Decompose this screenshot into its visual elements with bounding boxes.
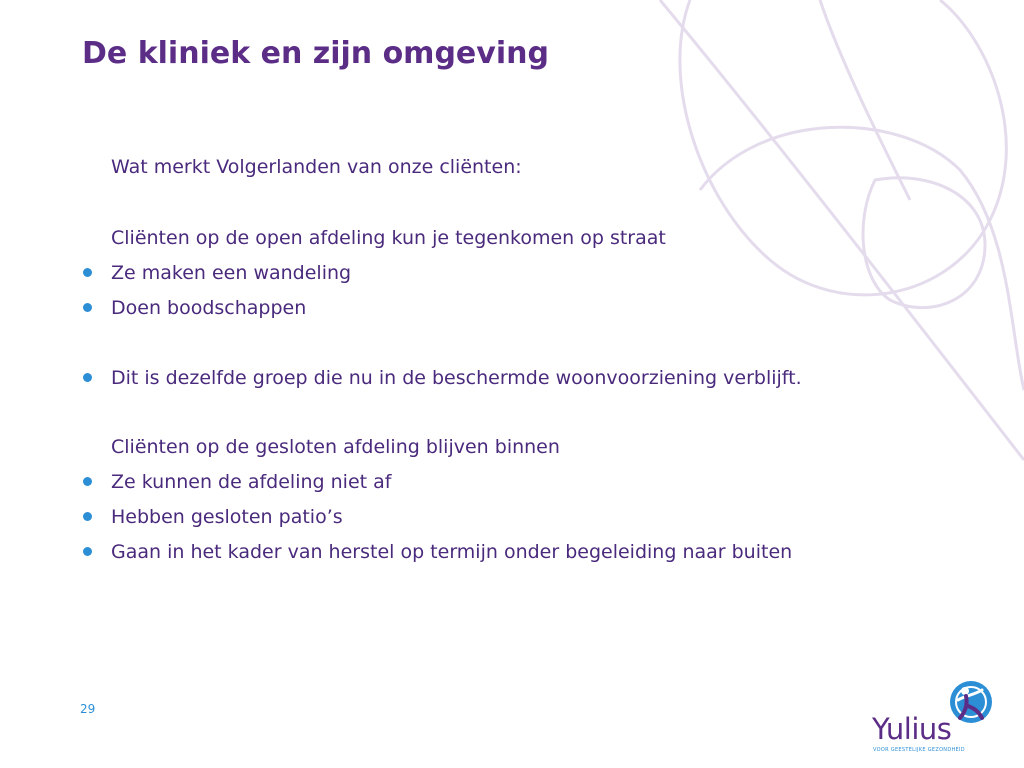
list-item: Ze kunnen de afdeling niet af <box>111 471 392 493</box>
open-ward-heading: Cliënten op de open afdeling kun je tegenkomen op straat <box>111 227 666 249</box>
bullet-dot <box>83 512 92 521</box>
yulius-logo <box>868 678 998 758</box>
bullet-dot <box>83 268 92 277</box>
slide-title: De kliniek en zijn omgeving <box>82 36 549 71</box>
bullet-dot <box>83 477 92 486</box>
logo-tagline: VOOR GEESTELIJKE GEZONDHEID <box>873 747 965 753</box>
list-item: Gaan in het kader van herstel op termijn onder begeleiding naar buiten <box>111 541 793 563</box>
closed-ward-heading: Cliënten op de gesloten afdeling blijven binnen <box>111 436 560 458</box>
list-item: Doen boodschappen <box>111 297 307 319</box>
bullet-dot <box>83 547 92 556</box>
bullet-dot <box>83 373 92 382</box>
list-item: Ze maken een wandeling <box>111 262 352 284</box>
logo-figure-icon <box>946 678 996 726</box>
bullet-dot <box>83 303 92 312</box>
logo-wordmark: Yulius <box>872 712 952 746</box>
page-number: 29 <box>80 702 96 716</box>
list-item: Hebben gesloten patio’s <box>111 506 343 528</box>
intro-line: Wat merkt Volgerlanden van onze cliënten: <box>111 156 522 178</box>
list-item: Dit is dezelfde groep die nu in de beschermde woonvoorziening verblijft. <box>111 367 802 389</box>
